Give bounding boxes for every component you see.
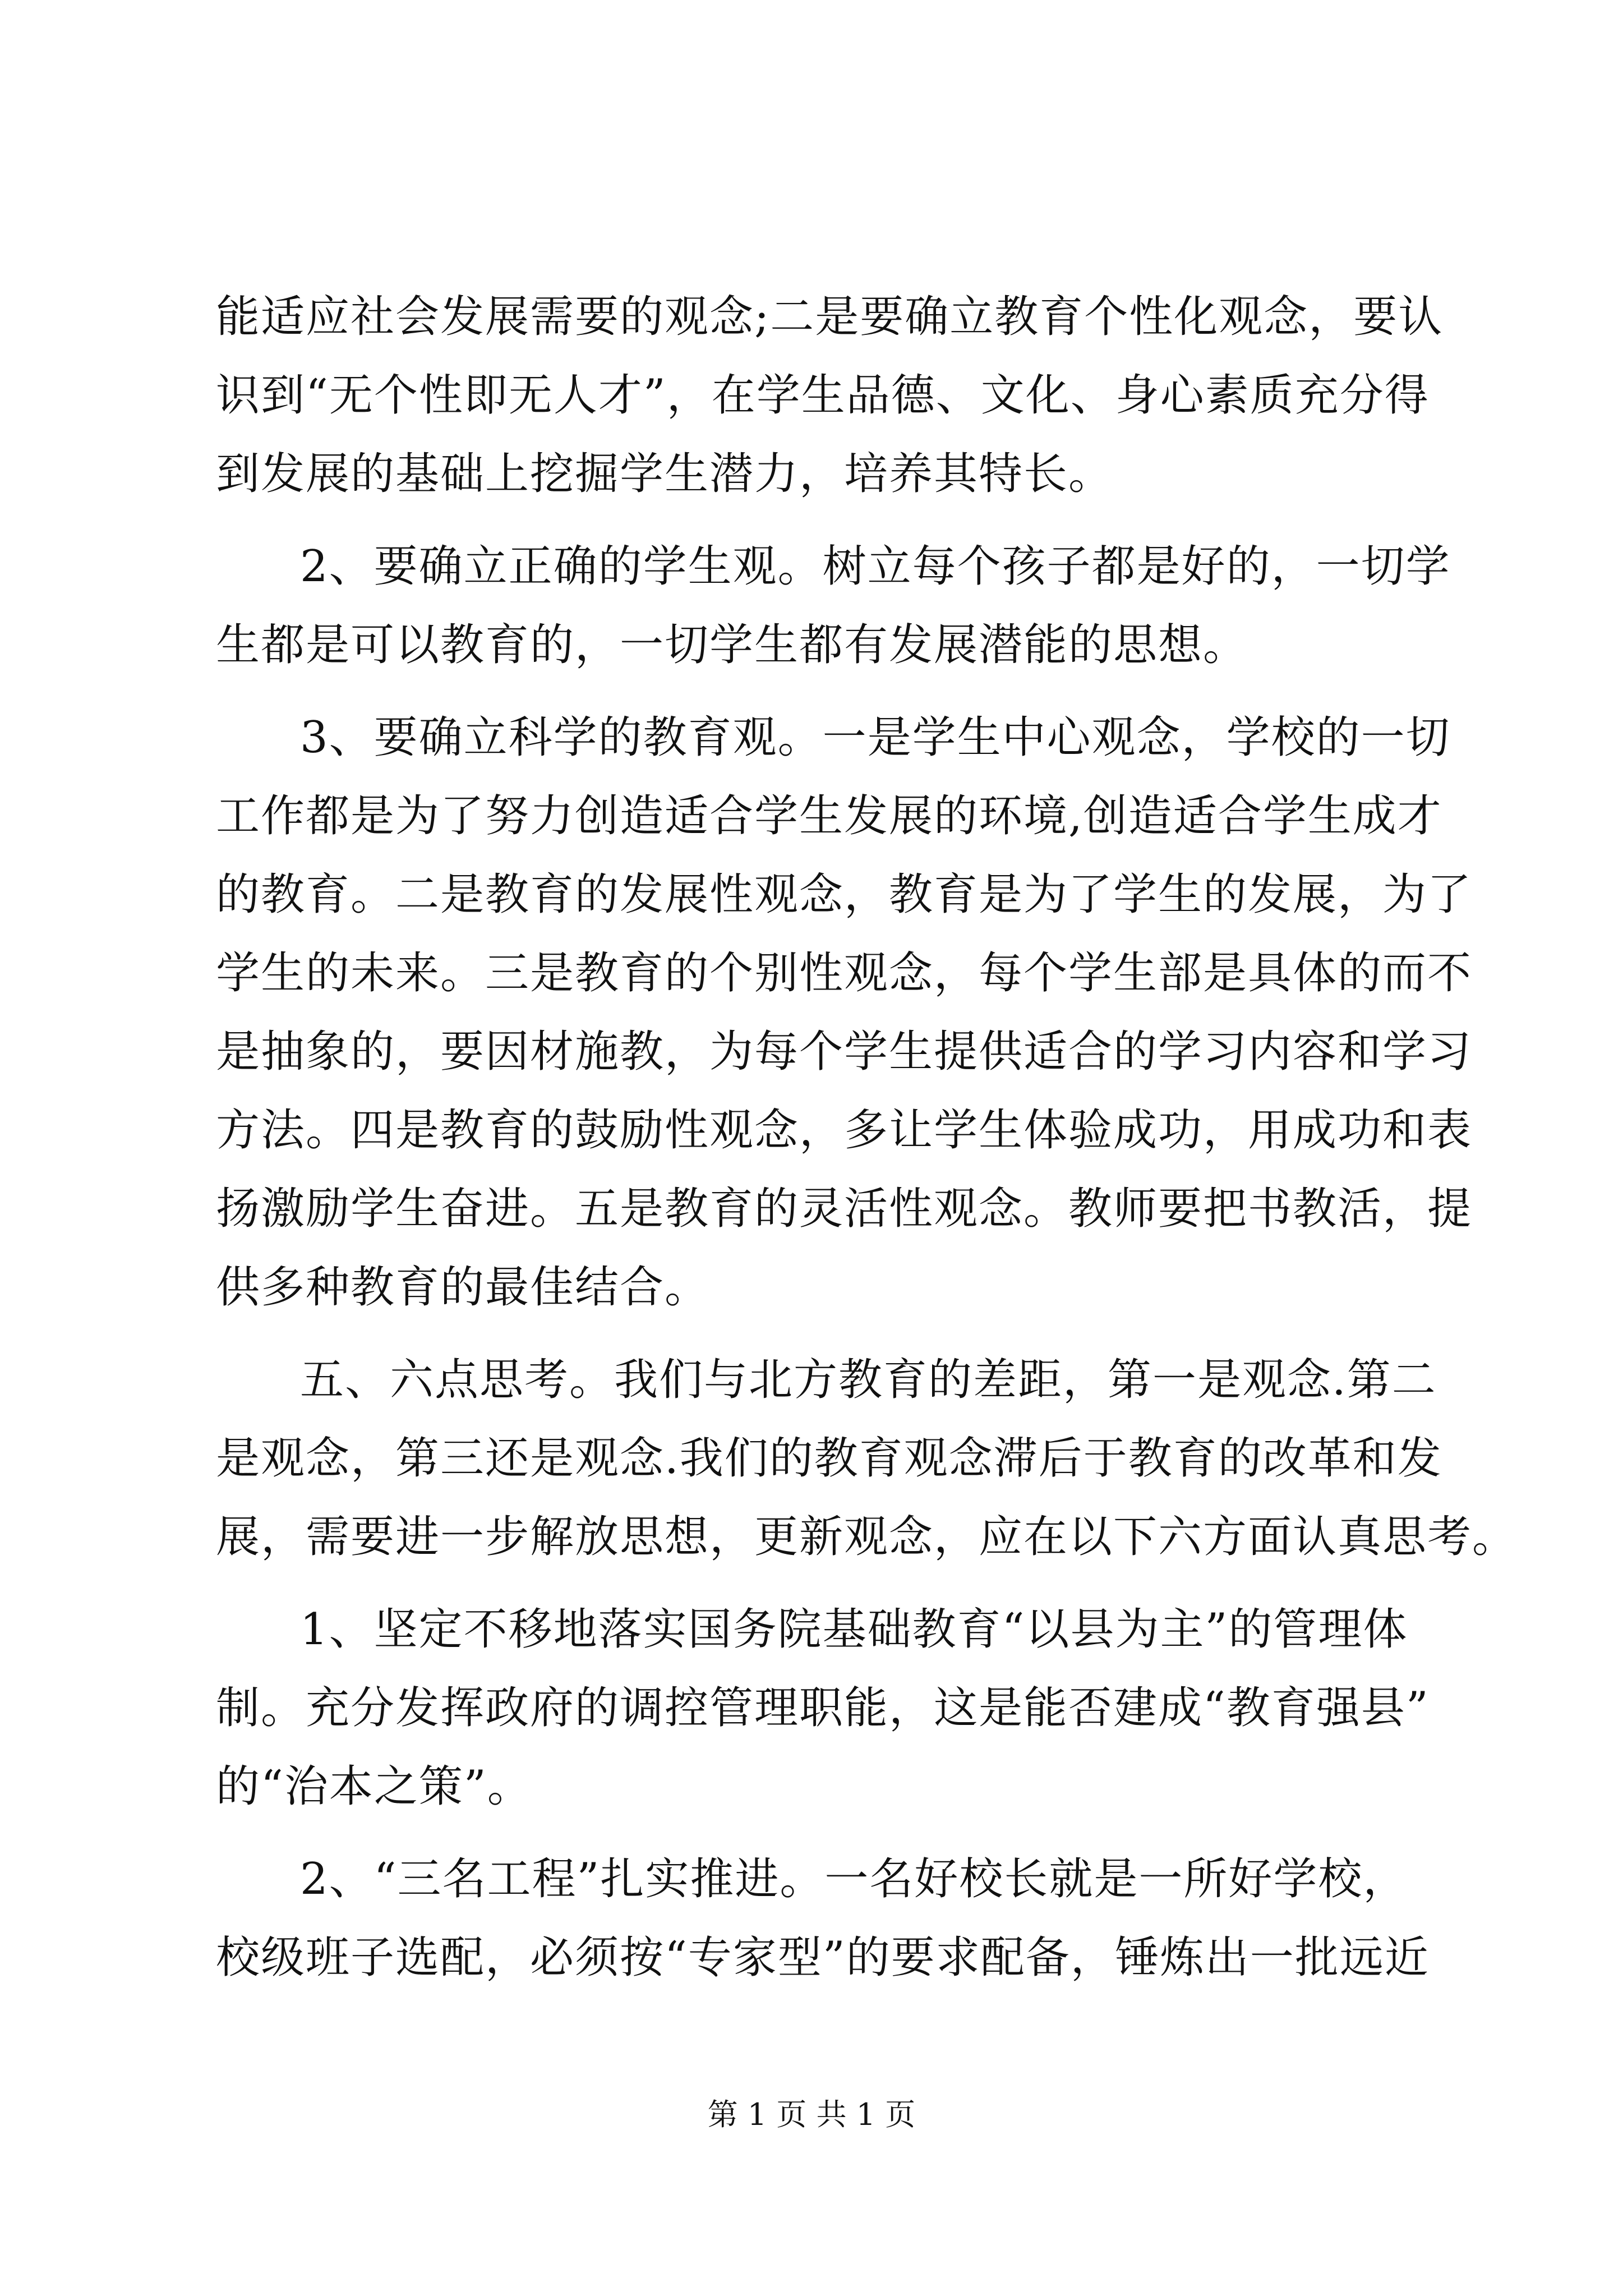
page-footer: 第 1 页 共 1 页 (707, 2097, 916, 2132)
text-line: 的“治本之策”。 (216, 1761, 532, 1812)
text-line: 工作都是为了努力创造适合学生发展的环境,创造适合学生成才 (216, 791, 1442, 841)
text-line: 能适应社会发展需要的观念;二是要确立教育个性化观念，要认 (216, 292, 1444, 342)
text-line: 是抽象的，要因材施教，为每个学生提供适合的学习内容和学习 (216, 1027, 1473, 1077)
paragraph-start-line: 3、要确立科学的教育观。一是学生中心观念，学校的一切 (300, 712, 1451, 763)
paragraph-start-line: 1、坚定不移地落实国务院基础教育“以县为主”的管理体 (300, 1604, 1408, 1655)
paragraph-start-line: 2、“三名工程”扎实推进。一名好校长就是一所好学校， (300, 1854, 1408, 1904)
text-line: 展，需要进一步解放思想，更新观念，应在以下六方面认真思考。 (216, 1512, 1518, 1562)
text-line: 的教育。二是教育的发展性观念，教育是为了学生的发展，为了 (216, 869, 1473, 920)
text-line: 识到“无个性即无人才”，在学生品德、文化、身心素质充分得 (216, 370, 1430, 421)
paragraph-start-line: 五、六点思考。我们与北方教育的差距，第一是观念.第二 (300, 1355, 1437, 1405)
text-line: 制。充分发挥政府的调控管理职能，这是能否建成“教育强县” (216, 1683, 1430, 1733)
text-line: 学生的未来。三是教育的个别性观念，每个学生部是具体的而不 (216, 948, 1473, 999)
paragraph-start-line: 2、要确立正确的学生观。树立每个孩子都是好的，一切学 (300, 541, 1451, 592)
text-line: 方法。四是教育的鼓励性观念，多让学生体验成功，用成功和表 (216, 1105, 1473, 1156)
text-line: 是观念，第三还是观念.我们的教育观念滞后于教育的改革和发 (216, 1433, 1442, 1484)
text-line: 校级班子选配，必须按“专家型”的要求配备，锤炼出一批远近 (216, 1932, 1430, 1983)
text-line: 到发展的基础上挖掘学生潜力，培养其特长。 (216, 449, 1114, 499)
text-line: 扬激励学生奋进。五是教育的灵活性观念。教师要把书教活，提 (216, 1184, 1473, 1234)
text-line: 生都是可以教育的，一切学生都有发展潜能的思想。 (216, 620, 1248, 670)
text-line: 供多种教育的最佳结合。 (216, 1262, 710, 1313)
